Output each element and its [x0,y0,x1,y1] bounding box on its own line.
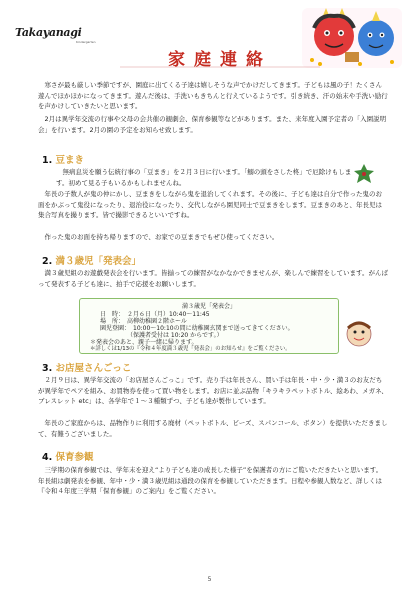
school-logo-subtext: Kindergarten [76,40,96,44]
section-title: お店屋さんごっこ [55,363,132,374]
event-info-title: 満３歳児「発表会」 [181,303,236,310]
section-3-paragraph-1: ２月９日は、異学年交流の「お店屋さんごっこ」です。売り手は年長さん、買い手は年長・中・少・満３のお友だちが異学年でペアを組み、お買物券を使って買い物をします。お店に並ぶ品物「キラキラペットボトル、絵あわ、メガネ、ブレスレット etc」は、各学年で１〜３種類ずつ、子ども達が製作しています。 [38,376,388,405]
section-number: 3. [42,363,53,374]
event-info-line: 日 時： ２月６日（月）10:40〜11:45 [100,311,210,318]
section-2-heading [42,253,141,267]
section-1-paragraph-1: 無病息災を願う伝統行事の「豆まき」を２月３日に行います。「鰯の頭をさした柊」で厄除けもします。初めて見る子もいるかもしれませんね。 [56,168,352,187]
oni-illustration [300,6,405,72]
event-info-line: 園児登園： 10:00〜10:10の間に幼稚園玄関まで送ってきてください。 [100,325,294,332]
intro-paragraph-1: 寒さが最も厳しい季節ですが、園庭に出てくる子達は嬉しそうな声でかけだしてきます。子どもは風の子！たくさん遊んでほかほかになってきます。遊んだ後は、手洗いもきちんと行えているようです。引き続き、汗の始末や手洗い励行を声かけしていきたいと思います。 [38,81,388,110]
school-logo: Takayanagi [15,26,82,39]
section-number: 4. [42,452,53,463]
section-4-heading [42,449,94,463]
section-3-heading [42,360,131,374]
section-number: 1. [42,155,53,166]
intro-paragraph-2: 2月は異学年交流の行事や父母の会共催の観劇会、保育参観等などがあります。また、来年度入園予定者の「入園説明会」を行います。2月の園の予定をお知らせ致します。 [38,115,387,134]
holly-leaf-icon [352,162,376,186]
event-info-line: （保護者受付は 10:20 からです。） [100,332,223,339]
section-title: 保育参観 [55,452,94,463]
event-info-note: ＊発表会のあと、親子一緒に帰ります。 [90,339,198,346]
section-title: 豆まき [55,155,85,166]
section-2-paragraph-1: 満３歳児組のお遊戯発表会を行います。皆揃っての練習がなかなかできませんが、楽しんで練習をしています。がんばって発表する子ども達に、拍手で応援をお願いします。 [38,269,388,288]
section-1-heading [42,152,84,166]
title-divider [120,64,320,70]
section-number: 2. [42,256,53,267]
event-info-note: ＊詳しくは1/13の『令和４年度満３歳児「発表会」のお知らせ』をご覧ください。 [90,346,291,352]
section-1-paragraph-2: 年長の子数人が鬼の仲にかし、豆まきをしながら鬼を退治してくれます。その後に、子ども達は自分で作った鬼のお面をかぶって鬼役になったり、退治役になったり、交代しながら園児同士で豆まきをします。豆まきのあと、年長児は集合写真を撮ります。皆で撮影できるといいですね。 [38,190,382,219]
page-number: 5 [207,576,212,583]
page-title: 家庭連絡 [168,50,272,70]
event-info-line: 場 所： 高柳幼稚園２階ホール [100,318,187,325]
section-4-paragraph-1: 三学期の保育参観では、学年末を迎え“より子ども達の成長した様子”を保護者の方にご覧いただきたいと思います。年長組は劇発表を参観、年中・少・満３歳児組は通段の保育を参観していただきます。日程や参観人数など、詳しくは『令和４年度三学期「保育参観」のご案内』をご覧ください。 [38,466,383,495]
mask-illustration [343,318,375,348]
section-title: 満３歳児「発表会」 [55,256,142,267]
event-info-box [79,298,339,354]
section-1-paragraph-3: 作った鬼のお面を持ち帰りますので、お家での豆まきでもぜひ使ってください。 [38,233,279,241]
section-3-paragraph-2: 年長のご家庭からは、品物作りに利用する廃材（ペットボトル、ビーズ、スパンコール、ボタン）を提供いただきまして、有難うございました。 [38,419,388,438]
